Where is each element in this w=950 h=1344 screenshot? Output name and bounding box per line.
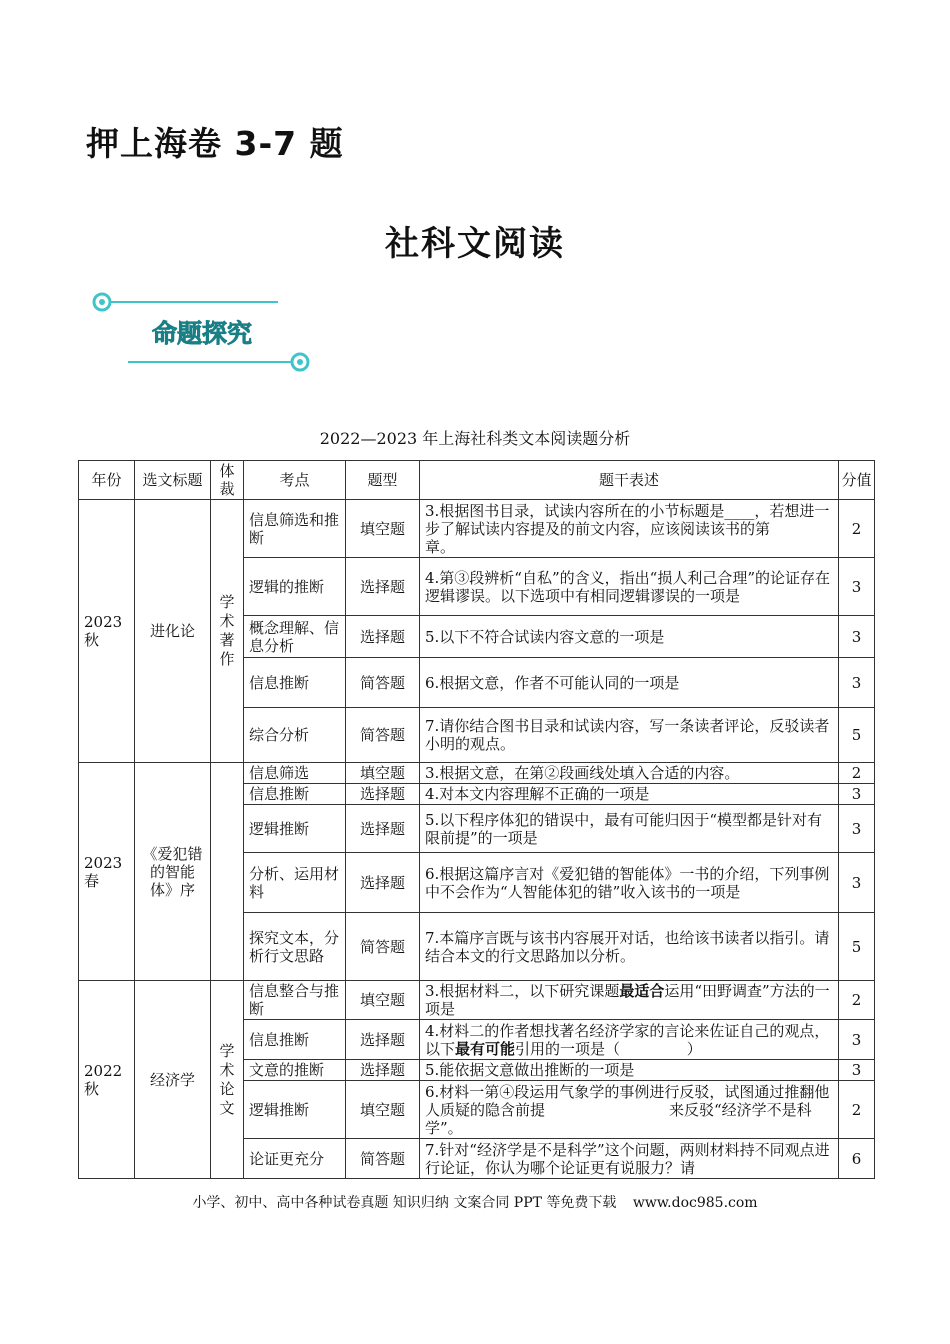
emphasis-text: 最有可能 [455, 1039, 516, 1058]
type-cell: 填空题 [346, 1081, 420, 1139]
genre-cell: 学术著作 [211, 500, 244, 763]
desc-cell: 7.请你结合图书目录和试读内容，写一条读者评论，反驳读者小明的观点。 [420, 708, 839, 763]
table-caption: 2022—2023 年上海社科类文本阅读题分析 [319, 429, 631, 448]
point-cell: 论证更充分 [244, 1139, 346, 1179]
point-cell: 逻辑推断 [244, 805, 346, 853]
point-cell: 综合分析 [244, 708, 346, 763]
score-cell: 2 [839, 500, 875, 558]
table-row [79, 500, 875, 558]
point-cell: 信息推断 [244, 784, 346, 805]
emphasis-text: 最适合 [619, 982, 665, 1000]
score-cell: 3 [839, 558, 875, 616]
point-cell: 逻辑的推断 [244, 558, 346, 616]
desc-cell: 6.材料一第④段运用气象学的事例进行反驳，试图通过推翻他人质疑的隐含前提 来反驳“经济学不是科学”。 [420, 1081, 839, 1139]
desc-cell: 5.以下程序体犯的错误中，最有可能归因于“模型都是针对有限前提”的一项是 [420, 805, 839, 853]
source-cell: 经济学 [135, 981, 211, 1179]
type-cell: 填空题 [346, 981, 420, 1020]
point-cell: 文意的推断 [244, 1060, 346, 1081]
page-heading: 押上海卷 3-7 题 [86, 124, 344, 163]
header-desc: 题干表述 [420, 461, 839, 500]
point-cell: 信息推断 [244, 658, 346, 708]
score-cell: 3 [839, 616, 875, 658]
point-cell: 信息筛选 [244, 763, 346, 784]
analysis-table [78, 460, 875, 1179]
desc-cell: 4.材料二的作者想找著名经济学家的言论来佐证自己的观点，以下最有可能引用的一项是（ ） [420, 1020, 839, 1060]
desc-cell: 4.对本文内容理解不正确的一项是 [420, 784, 839, 805]
score-cell: 2 [839, 763, 875, 784]
score-cell: 3 [839, 658, 875, 708]
year-cell: 2022 秋 [79, 981, 135, 1179]
type-cell: 填空题 [346, 500, 420, 558]
score-cell: 2 [839, 981, 875, 1020]
desc-cell: 4.第③段辨析“自私”的含义，指出“损人利己合理”的论证存在逻辑谬误。以下选项中有相同逻辑谬误的一项是 [420, 558, 839, 616]
point-cell: 概念理解、信息分析 [244, 616, 346, 658]
point-cell: 信息筛选和推断 [244, 500, 346, 558]
desc-cell: 5.能依据文意做出推断的一项是 [420, 1060, 839, 1081]
desc-cell: 7.针对“经济学是不是科学”这个问题，两则材料持不同观点进行论证，你认为哪个论证更有说服力？请 [420, 1139, 839, 1179]
score-cell: 3 [839, 784, 875, 805]
point-cell: 信息推断 [244, 1020, 346, 1060]
source-cell: 进化论 [135, 500, 211, 763]
footer-link[interactable]: www.doc985.com [632, 1195, 758, 1211]
score-cell: 3 [839, 805, 875, 853]
section-banner [88, 286, 318, 378]
type-cell: 简答题 [346, 1139, 420, 1179]
banner-label: 命题探究 [151, 319, 253, 348]
score-cell: 6 [839, 1139, 875, 1179]
header-genre: 体裁 [211, 461, 244, 500]
year-cell: 2023 秋 [79, 500, 135, 763]
point-cell: 探究文本，分析行文思路 [244, 913, 346, 981]
header-type: 题型 [346, 461, 420, 500]
desc-cell: 5.以下不符合试读内容文意的一项是 [420, 616, 839, 658]
table-row [79, 763, 875, 784]
source-cell: 《爱犯错的智能体》序 [135, 763, 211, 981]
genre-cell [211, 763, 244, 981]
footer-text: 小学、初中、高中各种试卷真题 知识归纳 文案合同 PPT 等免费下载 [192, 1195, 617, 1211]
header-score: 分值 [839, 461, 875, 500]
table-header-row [79, 461, 875, 500]
type-cell: 选择题 [346, 805, 420, 853]
type-cell: 选择题 [346, 558, 420, 616]
header-source: 选文标题 [135, 461, 211, 500]
header-point: 考点 [244, 461, 346, 500]
page-footer [0, 1192, 950, 1212]
type-cell: 选择题 [346, 853, 420, 913]
table-row [79, 981, 875, 1020]
type-cell: 简答题 [346, 658, 420, 708]
type-cell: 填空题 [346, 763, 420, 784]
point-cell: 分析、运用材料 [244, 853, 346, 913]
type-cell: 简答题 [346, 708, 420, 763]
type-cell: 选择题 [346, 784, 420, 805]
type-cell: 简答题 [346, 913, 420, 981]
score-cell: 3 [839, 853, 875, 913]
desc-cell: 6.根据这篇序言对《爱犯错的智能体》一书的介绍，下列事例中不会作为“人智能体犯的错”收入该书的一项是 [420, 853, 839, 913]
genre-cell: 学术论文 [211, 981, 244, 1179]
type-cell: 选择题 [346, 1060, 420, 1081]
score-cell: 2 [839, 1081, 875, 1139]
desc-cell: 7.本篇序言既与该书内容展开对话，也给该书读者以指引。请结合本文的行文思路加以分析。 [420, 913, 839, 981]
desc-cell: 3.根据材料二，以下研究课题最适合运用“田野调查”方法的一项是 [420, 981, 839, 1020]
score-cell: 5 [839, 708, 875, 763]
desc-cell: 6.根据文意，作者不可能认同的一项是 [420, 658, 839, 708]
score-cell: 3 [839, 1060, 875, 1081]
point-cell: 信息整合与推断 [244, 981, 346, 1020]
type-cell: 选择题 [346, 1020, 420, 1060]
point-cell: 逻辑推断 [244, 1081, 346, 1139]
desc-cell: 3.根据图书目录，试读内容所在的小节标题是____，若想进一步了解试读内容提及的前文内容，应该阅读该书的第 章。 [420, 500, 839, 558]
year-cell: 2023 春 [79, 763, 135, 981]
type-cell: 选择题 [346, 616, 420, 658]
score-cell: 3 [839, 1020, 875, 1060]
score-cell: 5 [839, 913, 875, 981]
header-year: 年份 [79, 461, 135, 500]
page-title: 社科文阅读 [385, 224, 565, 264]
desc-cell: 3.根据文意，在第②段画线处填入合适的内容。 [420, 763, 839, 784]
